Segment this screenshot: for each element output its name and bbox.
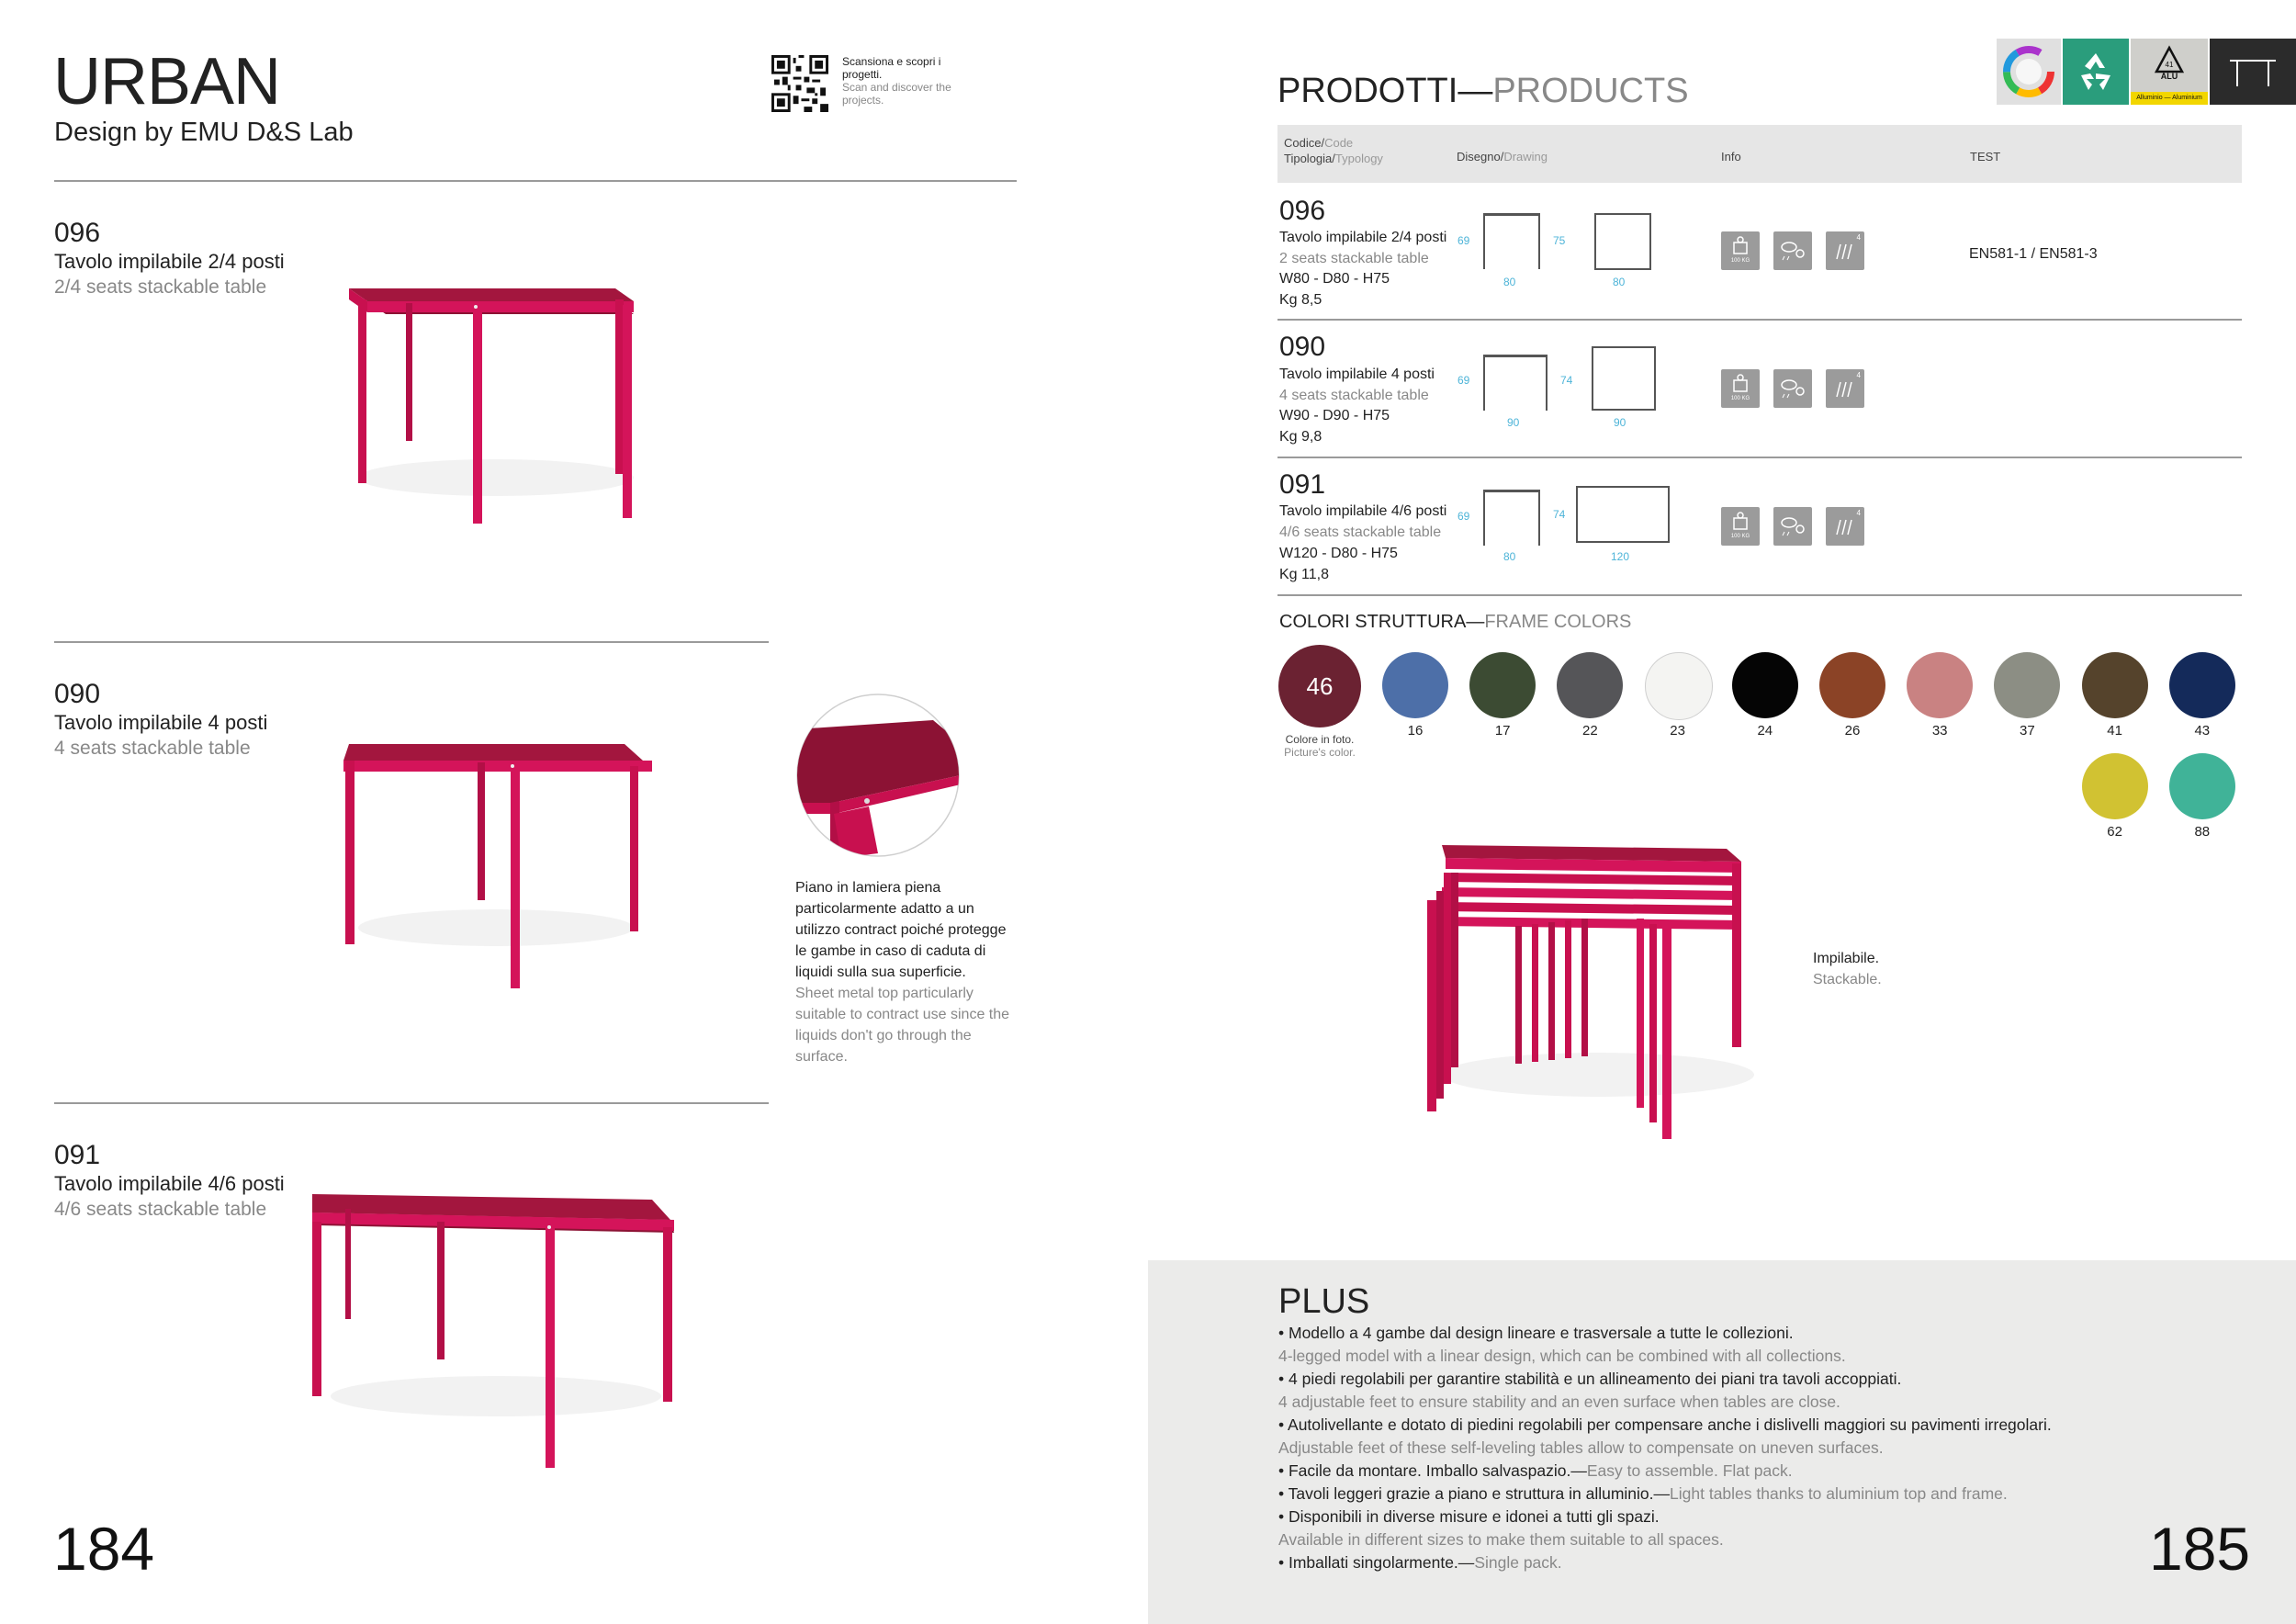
outdoor-weather-icon xyxy=(1773,369,1812,408)
color-swatch-code: 26 xyxy=(1844,723,1861,739)
stackable-icon xyxy=(1826,369,1864,408)
page-number-right: 185 xyxy=(2149,1515,2251,1583)
product-name-en: 4 seats stackable table xyxy=(54,738,251,759)
row-dimensions: W80 - D80 - H75 xyxy=(1279,271,1390,287)
table-row xyxy=(1277,321,2242,458)
row-weight: Kg 11,8 xyxy=(1279,567,1329,582)
side-drawing xyxy=(1483,355,1548,411)
detail-circle-image xyxy=(795,693,961,858)
max-load-icon xyxy=(1721,369,1760,408)
row-name-it: Tavolo impilabile 4 posti xyxy=(1279,367,1435,382)
plus-item xyxy=(1278,1345,2052,1368)
color-swatch[interactable] xyxy=(1645,652,1713,720)
plus-item-it: • Autolivellante e dotato di piedini regolabili per compensare anche i dislivelli maggiori su pavimenti irregolari. xyxy=(1278,1415,2052,1434)
side-drawing xyxy=(1483,213,1540,269)
plus-item-en: 4 adjustable feet to ensure stability and an even surface when tables are close. xyxy=(1278,1393,1840,1411)
color-swatch-code: 88 xyxy=(2194,824,2211,840)
collection-title: URBAN xyxy=(53,45,281,118)
row-name-it: Tavolo impilabile 2/4 posti xyxy=(1279,230,1447,245)
row-test-standard: EN581-1 / EN581-3 xyxy=(1969,246,2098,262)
plus-item xyxy=(1278,1391,2052,1414)
table-type-badge xyxy=(2210,39,2296,105)
stackable-count: 4 xyxy=(1856,371,1861,379)
plus-item-en: Easy to assemble. Flat pack. xyxy=(1586,1461,1793,1480)
color-swatch[interactable] xyxy=(1469,652,1536,718)
plus-title: PLUS xyxy=(1278,1282,1370,1321)
top-drawing xyxy=(1576,486,1670,543)
outdoor-weather-icon xyxy=(1773,231,1812,270)
plus-item-it: • Disponibili in diverse misure e idonei a tutti gli spazi. xyxy=(1278,1507,1660,1526)
products-title: PRODOTTI—PRODUCTS xyxy=(1277,72,1689,110)
plus-item xyxy=(1278,1506,2052,1528)
stackable-icon xyxy=(1826,231,1864,270)
color-swatch-code: 16 xyxy=(1407,723,1424,739)
alu-text: Alluminio — Aluminium xyxy=(2131,92,2208,105)
top-drawing xyxy=(1594,213,1651,270)
dim-top-width: 120 xyxy=(1611,550,1630,563)
designer-credit: Design by EMU D&S Lab xyxy=(54,118,354,147)
max-load-icon xyxy=(1721,507,1760,546)
detail-text-en: Sheet metal top particularly suitable to contract use since the liquids don't go through the surface. xyxy=(795,986,1010,1065)
dim-total-height: 75 xyxy=(1553,234,1566,247)
dim-side-width: 90 xyxy=(1507,416,1520,429)
plus-item-it: • Facile da montare. Imballo salvaspazio.— xyxy=(1278,1461,1587,1480)
dim-side-height: 69 xyxy=(1458,374,1470,387)
plus-item xyxy=(1278,1437,2052,1460)
dim-total-height: 74 xyxy=(1553,508,1566,521)
plus-list xyxy=(1278,1322,2052,1574)
top-drawing xyxy=(1592,346,1656,411)
product-name-it: Tavolo impilabile 2/4 posti xyxy=(54,250,285,273)
side-drawing xyxy=(1483,490,1540,546)
table-row xyxy=(1277,183,2242,321)
row-code: 091 xyxy=(1279,469,1326,500)
recycle-icon xyxy=(2063,39,2129,105)
plus-item-en: 4-legged model with a linear design, which can be combined with all collections. xyxy=(1278,1347,1846,1365)
plus-item xyxy=(1278,1460,2052,1483)
color-swatch-code: 33 xyxy=(1931,723,1948,739)
frame-colors-title: COLORI STRUTTURA—FRAME COLORS xyxy=(1279,612,1632,632)
row-code: 090 xyxy=(1279,332,1326,362)
header-test: TEST xyxy=(1970,150,2001,164)
color-swatch-code: 22 xyxy=(1582,723,1598,739)
svg-text:41: 41 xyxy=(2165,61,2174,69)
product-name-en: 4/6 seats stackable table xyxy=(54,1199,267,1220)
row-name-it: Tavolo impilabile 4/6 posti xyxy=(1279,503,1447,519)
row-dimensions: W90 - D90 - H75 xyxy=(1279,408,1390,423)
main-color-caption-it: Colore in foto. xyxy=(1285,733,1355,746)
dim-side-height: 69 xyxy=(1458,510,1470,523)
table-silhouette-icon xyxy=(2210,39,2296,105)
dim-side-width: 80 xyxy=(1503,550,1516,563)
plus-item-en: Single pack. xyxy=(1474,1553,1562,1572)
color-swatch-code: 23 xyxy=(1670,723,1685,739)
dim-total-height: 74 xyxy=(1560,374,1573,387)
qr-caption-en: Scan and discover the projects. xyxy=(842,81,951,107)
stackable-count: 4 xyxy=(1856,233,1861,242)
plus-item-it: • 4 piedi regolabili per garantire stabilità e un allineamento dei piani tra tavoli accoppiati. xyxy=(1278,1370,1902,1388)
swatch-main[interactable] xyxy=(1278,645,1361,727)
dim-side-height: 69 xyxy=(1458,234,1470,247)
stackable-count: 4 xyxy=(1856,509,1861,517)
dim-top-width: 80 xyxy=(1613,276,1626,288)
color-swatch-code: 37 xyxy=(2020,723,2035,739)
color-swatch[interactable] xyxy=(1819,652,1885,718)
page-number-left: 184 xyxy=(53,1515,155,1583)
alu-label: ALU xyxy=(2160,72,2178,81)
product-name-it: Tavolo impilabile 4 posti xyxy=(54,711,268,734)
products-table-header xyxy=(1277,125,2242,183)
plus-item xyxy=(1278,1368,2052,1391)
row-divider xyxy=(1277,594,2242,596)
stacked-tables-image xyxy=(1424,836,1773,1148)
divider xyxy=(54,1102,769,1104)
color-swatch[interactable] xyxy=(2169,652,2235,718)
plus-item xyxy=(1278,1414,2052,1437)
row-name-en: 2 seats stackable table xyxy=(1279,251,1429,266)
table-096-image xyxy=(340,276,652,551)
row-name-en: 4/6 seats stackable table xyxy=(1279,524,1442,540)
stackable-icon xyxy=(1826,507,1864,546)
plus-item-en: Adjustable feet of these self-leveling tables allow to compensate on uneven surfaces. xyxy=(1278,1438,1884,1457)
row-weight: Kg 8,5 xyxy=(1279,292,1322,308)
color-swatch-code: 24 xyxy=(1757,723,1773,739)
color-swatch[interactable] xyxy=(2082,652,2148,718)
table-091-image xyxy=(303,1185,689,1479)
product-name-it: Tavolo impilabile 4/6 posti xyxy=(54,1172,285,1195)
product-code: 091 xyxy=(54,1140,101,1170)
color-swatch[interactable] xyxy=(2169,753,2235,819)
product-name-en: 2/4 seats stackable table xyxy=(54,276,267,298)
max-load-label: 100 KG xyxy=(1730,258,1750,264)
plus-item-it: • Modello a 4 gambe dal design lineare e trasversale a tutte le collezioni. xyxy=(1278,1324,1794,1342)
table-090-image xyxy=(331,735,661,1001)
detail-text-it: Piano in lamiera piena particolarmente adatto a un utilizzo contract poiché protegge le gambe in caso di caduta di liquidi sulla sua superficie. xyxy=(795,880,1007,980)
max-load-icon xyxy=(1721,231,1760,270)
dim-side-width: 80 xyxy=(1503,276,1516,288)
recycle-badge xyxy=(2063,39,2129,105)
color-swatch[interactable] xyxy=(1732,652,1798,718)
color-swatch[interactable] xyxy=(2082,753,2148,819)
qr-caption-it: Scansiona e scopri i progetti. xyxy=(842,55,941,81)
color-swatch[interactable] xyxy=(1557,652,1623,718)
product-code: 090 xyxy=(54,679,101,709)
main-color-caption-en: Picture's color. xyxy=(1284,746,1356,759)
color-swatch-code: 62 xyxy=(2107,824,2122,840)
color-swatch[interactable] xyxy=(1994,652,2060,718)
color-swatch-code: 17 xyxy=(1494,723,1511,739)
header-drawing: Disegno/Drawing xyxy=(1457,150,1548,164)
stackable-caption-en: Stackable. xyxy=(1813,972,1882,987)
plus-item-en: Available in different sizes to make them suitable to all spaces. xyxy=(1278,1530,1724,1549)
plus-item-en: Light tables thanks to aluminium top and frame. xyxy=(1670,1484,2008,1503)
swatch-main-code: 46 xyxy=(1306,672,1334,700)
row-code: 096 xyxy=(1279,196,1326,226)
plus-item xyxy=(1278,1483,2052,1506)
header-info: Info xyxy=(1721,150,1741,164)
divider xyxy=(54,180,1017,182)
row-dimensions: W120 - D80 - H75 xyxy=(1279,546,1398,561)
aluminium-badge xyxy=(2131,39,2208,105)
max-load-label: 100 KG xyxy=(1730,396,1750,401)
stackable-caption-it: Impilabile. xyxy=(1813,951,1880,966)
row-weight: Kg 9,8 xyxy=(1279,429,1322,445)
color-swatch[interactable] xyxy=(1382,652,1448,718)
plus-item xyxy=(1278,1528,2052,1551)
plus-item-it: • Imballati singolarmente.— xyxy=(1278,1553,1475,1572)
divider xyxy=(54,641,769,643)
color-wheel-icon xyxy=(1997,39,2061,105)
plus-item xyxy=(1278,1551,2052,1574)
header-code: Codice/Code Tipologia/Typology xyxy=(1284,136,1383,165)
plus-item xyxy=(1278,1322,2052,1345)
table-row xyxy=(1277,458,2242,596)
color-swatch-code: 43 xyxy=(2194,723,2211,739)
plus-item-it: • Tavoli leggeri grazie a piano e struttura in alluminio.— xyxy=(1278,1484,1671,1503)
row-name-en: 4 seats stackable table xyxy=(1279,388,1429,403)
dim-top-width: 90 xyxy=(1614,416,1626,429)
qr-code-icon[interactable] xyxy=(771,55,828,112)
outdoor-weather-icon xyxy=(1773,507,1812,546)
color-swatch-code: 41 xyxy=(2107,723,2122,739)
product-code: 096 xyxy=(54,218,101,248)
color-swatch[interactable] xyxy=(1907,652,1973,718)
color-wheel-badge xyxy=(1997,39,2061,105)
max-load-label: 100 KG xyxy=(1730,534,1750,539)
